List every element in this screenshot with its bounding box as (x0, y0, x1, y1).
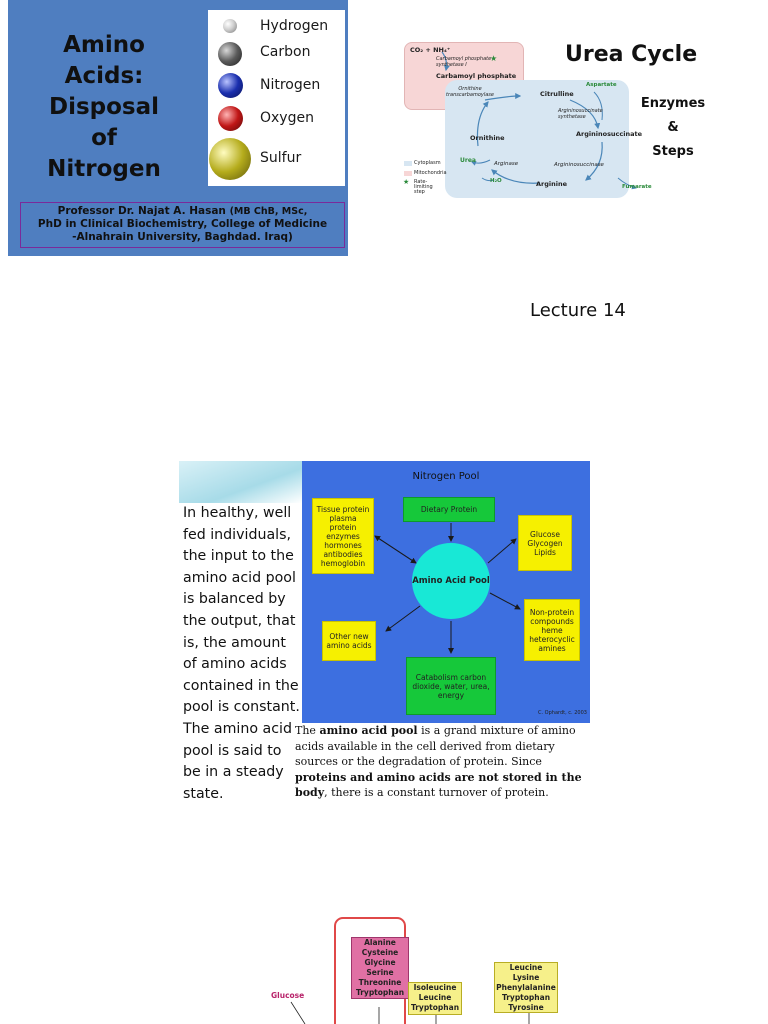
amino-acid-name: Tryptophan (355, 988, 405, 997)
caption-text: is a grand mixture of amino acids available in the cell derived from dietary sources or the degradation of protein. Since (295, 724, 576, 768)
h2o-label: H₂O (490, 178, 502, 184)
nitrogen-atom-icon (218, 73, 243, 98)
citrulline-label: Citrulline (540, 90, 574, 98)
title-line: Amino (63, 32, 145, 58)
amino-acid-name: Alanine (364, 938, 396, 947)
mixed-amino-acids-box (408, 982, 462, 1015)
description-line: the output, that (183, 612, 296, 629)
ornithine-label: Ornithine (470, 134, 505, 142)
arginine-label: Arginine (536, 180, 568, 188)
carbamoyl-phosphate-label: Carbamoyl phosphate (436, 72, 517, 80)
pool-description (183, 503, 301, 805)
diagram-credit: C. Ophardt, c. 2003 (538, 710, 587, 716)
rate-limiting-star-icon: ★ (490, 54, 498, 63)
caption-bold: proteins and amino acids are not stored in the body (295, 770, 582, 799)
description-line: be in a steady (183, 764, 284, 781)
caption-text: , there is a constant turnover of protein. (324, 786, 549, 799)
description-line: contained in the (183, 677, 299, 694)
glucogenic-amino-acids-box (351, 937, 409, 999)
description-line: The amino acid (183, 720, 292, 737)
pool-caption (295, 723, 590, 801)
steps-line: Steps (652, 144, 694, 159)
steps-line: & (667, 120, 679, 135)
hydrogen-atom-icon (223, 19, 237, 33)
amino-acid-name: Lysine (512, 973, 540, 982)
amino-acid-name: Isoleucine (413, 983, 457, 992)
legend-item-carbon (208, 40, 345, 70)
fumarate-label: Fumarate (622, 184, 652, 190)
description-line: pool is said to (183, 742, 282, 759)
tissue-protein-box: Tissue protein plasma protein enzymes hormones antibodies hemoglobin (312, 498, 374, 574)
legend-mitochondria: Mitochondria (414, 170, 447, 176)
cps1-label: Carbamoyl phosphate synthetase I (436, 56, 492, 68)
amino-acid-name: Threonine (358, 978, 402, 987)
dietary-protein-box: Dietary Protein (403, 497, 495, 522)
sulfur-atom-icon (209, 138, 251, 180)
cytoplasm-swatch (404, 161, 412, 166)
slide-header-decoration (179, 461, 302, 503)
amino-acid-name: Glycine (364, 958, 396, 967)
steps-line: Enzymes (640, 96, 706, 111)
title-slide (8, 0, 348, 256)
legend-label: Carbon (260, 44, 311, 60)
amino-acid-name: Tryptophan (501, 993, 551, 1002)
author-name: Professor Dr. Najat A. Hasan (57, 205, 226, 217)
oxygen-atom-icon (218, 106, 243, 131)
description-line: In healthy, well (183, 505, 292, 521)
legend-item-nitrogen (208, 72, 345, 102)
ketogenic-amino-acids-box (494, 962, 558, 1013)
caption-text: The (295, 724, 320, 737)
co2-nh4-label: CO₂ + NH₄⁺ (410, 46, 451, 54)
argininosuccinate-synthetase-label: Argininosuccinate synthetase (558, 108, 603, 120)
amino-acid-name: Tyrosine (508, 1003, 544, 1012)
urea-label: Urea (460, 157, 476, 164)
glucose-box: Glucose Glycogen Lipids (518, 515, 572, 571)
diagram-title: Nitrogen Pool (412, 471, 480, 482)
legend-item-oxygen (208, 104, 345, 134)
title-line: Nitrogen (47, 156, 161, 182)
amino-acid-name: Leucine (509, 963, 543, 972)
atom-legend (208, 10, 345, 186)
legend-label: Sulfur (260, 150, 302, 166)
arginase-label: Arginase (494, 161, 519, 167)
description-line: fed individuals, (183, 526, 291, 543)
description-line: pool is constant. (183, 699, 300, 716)
catabolism-box: Catabolism carbon dioxide, water, urea, energy (406, 657, 496, 715)
amino-acid-name: Cysteine (361, 948, 399, 957)
glucose-label: Glucose (271, 991, 305, 1000)
non-protein-box: Non-protein compounds heme heterocyclic amines (524, 599, 580, 661)
author-line: PhD in Clinical Biochemistry, College of Medicine (37, 218, 328, 230)
carbon-atom-icon (218, 42, 242, 66)
author-line: -Alnahrain University, Baghdad. Iraq) (72, 231, 293, 243)
title-line: of (91, 125, 117, 151)
aspartate-label: Aspartate (586, 82, 617, 88)
otc-label: Ornithine transcarbamoylase (446, 86, 494, 98)
legend-label: Hydrogen (260, 18, 329, 34)
amino-acid-name: Leucine (418, 993, 452, 1002)
description-line: the input to the (183, 548, 294, 565)
legend-item-sulfur (208, 138, 345, 168)
lecture-number: Lecture 14 (530, 300, 626, 321)
legend-star-icon: ★ (403, 178, 410, 186)
amino-acid-name: Tryptophan (410, 1003, 460, 1012)
description-line: is balanced by (183, 591, 286, 608)
description-line: of amino acids (183, 656, 287, 673)
description-line: amino acid pool (183, 569, 296, 586)
amino-acid-name: Phenylalanine (496, 983, 556, 992)
enzymes-steps-label (638, 92, 708, 164)
title-line: Disposal (48, 94, 160, 120)
other-amino-acids-box: Other new amino acids (322, 621, 376, 661)
description-line: is, the amount (183, 634, 286, 651)
slide-title (24, 30, 184, 185)
legend-label: Oxygen (260, 110, 314, 126)
mitochondria-swatch (404, 171, 412, 176)
description-line: state. (183, 785, 224, 802)
amino-acid-fate-slide (179, 894, 590, 1024)
author-line (21, 205, 344, 218)
urea-cycle-slide (390, 30, 720, 205)
nitrogen-pool-diagram (302, 461, 590, 723)
amino-acid-pool-circle: Amino Acid Pool (412, 543, 490, 619)
amino-acid-name: Serine (366, 968, 394, 977)
urea-cycle-title: Urea Cycle (565, 42, 698, 67)
legend-label: Nitrogen (260, 77, 321, 93)
argininosuccinase-label: Argininosuccinase (554, 162, 604, 168)
caption-bold: amino acid pool (319, 724, 418, 737)
title-line: Acids: (64, 63, 144, 89)
legend-cytoplasm: Cytoplasm (414, 160, 441, 166)
legend-rate-limiting: Rate-limiting step (414, 179, 433, 195)
author-degrees: (MB ChB, MSc, (229, 206, 308, 217)
nitrogen-pool-slide (179, 461, 590, 802)
argininosuccinate-label: Argininosuccinate (576, 130, 643, 138)
author-credit (20, 202, 345, 248)
